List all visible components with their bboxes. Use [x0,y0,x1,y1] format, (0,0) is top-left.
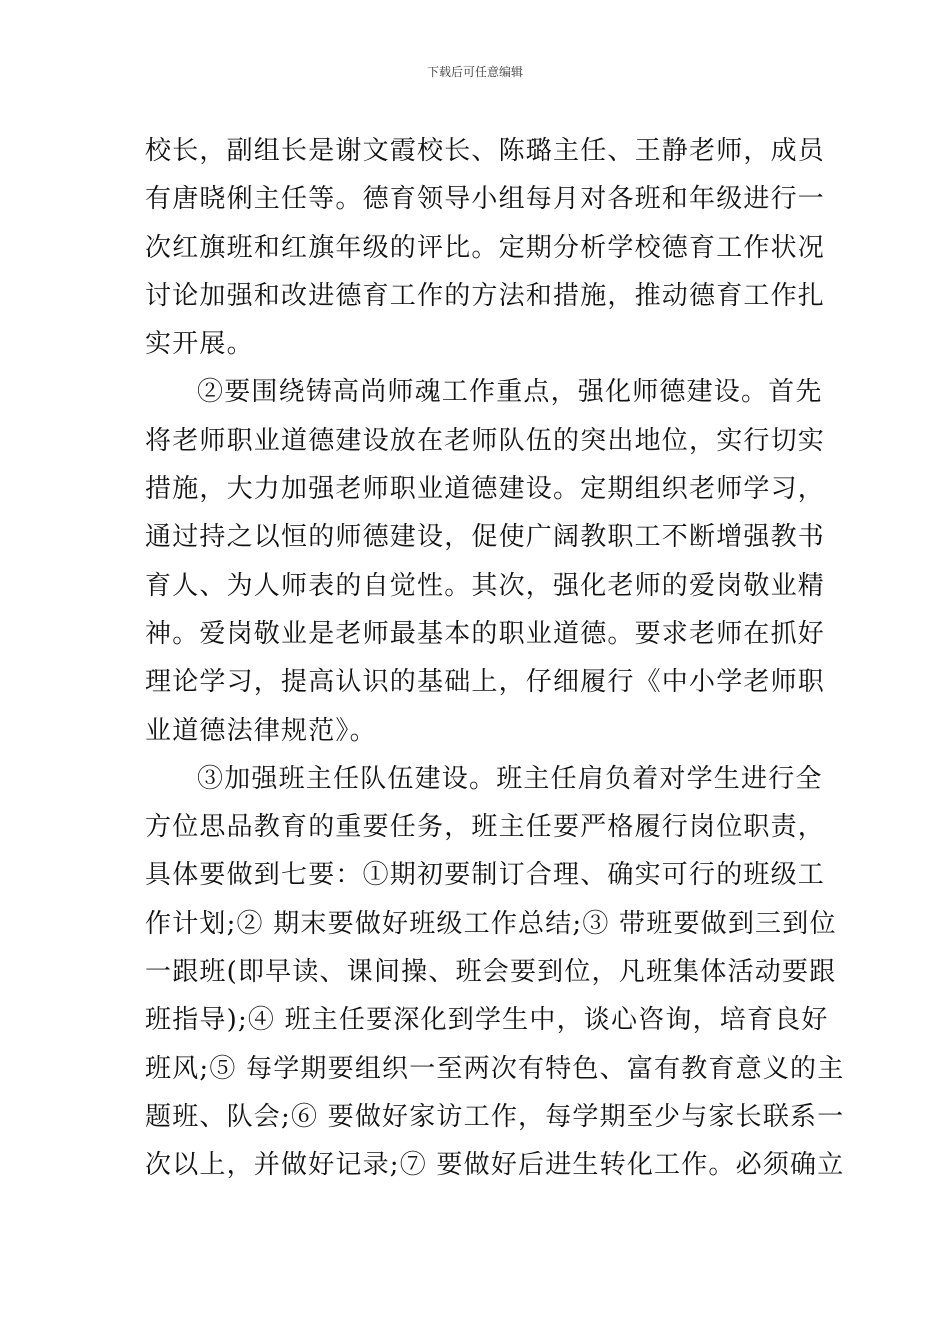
text-line: 作计划;② 期末要做好班级工作总结;③ 带班要做到三到位 [145,908,837,939]
text-line: 次以上，并做好记录;⑦ 要做好后进生转化工作。必须确立 [145,1150,845,1181]
text-line: 班指导);④ 班主任要深化到学生中，谈心咨询，培育良好 [145,1005,829,1036]
text-line: 校长，副组长是谢文霞校长、陈璐主任、王静老师，成员 [145,136,826,166]
document-body [145,127,845,1190]
text-line: 具体要做到七要：①期初要制订合理、确实可行的班级工 [145,860,826,891]
text-line: ③加强班主任队伍建设。班主任肩负着对学生进行全 [197,763,823,794]
text-line: 方位思品教育的重要任务，班主任要严格履行岗位职责， [145,812,826,843]
paragraph-1 [145,127,826,368]
paragraph-2 [145,368,826,754]
text-line: 题班、队会;⑥ 要做好家访工作，每学期至少与家长联系一 [145,1101,845,1132]
text-line: 班风;⑤ 每学期要组织一至两次有特色、富有教育意义的主 [145,1053,845,1084]
text-line: 次红旗班和红旗年级的评比。定期分析学校德育工作状况 [145,232,826,263]
text-line: 理论学习，提高认识的基础上，仔细履行《中小学老师职 [145,667,826,698]
text-line: 将老师职业道德建设放在老师队伍的突出地位，实行切实 [145,425,826,456]
text-line: 育人、为人师表的自觉性。其次，强化老师的爱岗敬业精 [145,570,826,601]
text-line: 实开展。 [145,329,254,360]
page-header: 下载后可任意编辑 [426,65,523,79]
text-line: 一跟班(即早读、课间操、班会要到位，凡班集体活动要跟 [145,957,837,988]
text-line: 神。爱岗敬业是老师最基本的职业道德。要求老师在抓好 [145,618,826,649]
text-line: 措施，大力加强老师职业道德建设。定期组织老师学习， [145,474,826,505]
text-line: 通过持之以恒的师德建设，促使广阔教职工不断增强教书 [145,522,826,553]
text-line: 讨论加强和改进德育工作的方法和措施，推动德育工作扎 [145,280,826,311]
text-line: 业道德法律规范》。 [145,715,377,746]
paragraph-3 [145,755,845,1190]
text-line: ②要围绕铸高尚师魂工作重点，强化师德建设。首先 [197,377,823,408]
text-line: 有唐晓俐主任等。德育领导小组每月对各班和年级进行一 [145,184,826,215]
